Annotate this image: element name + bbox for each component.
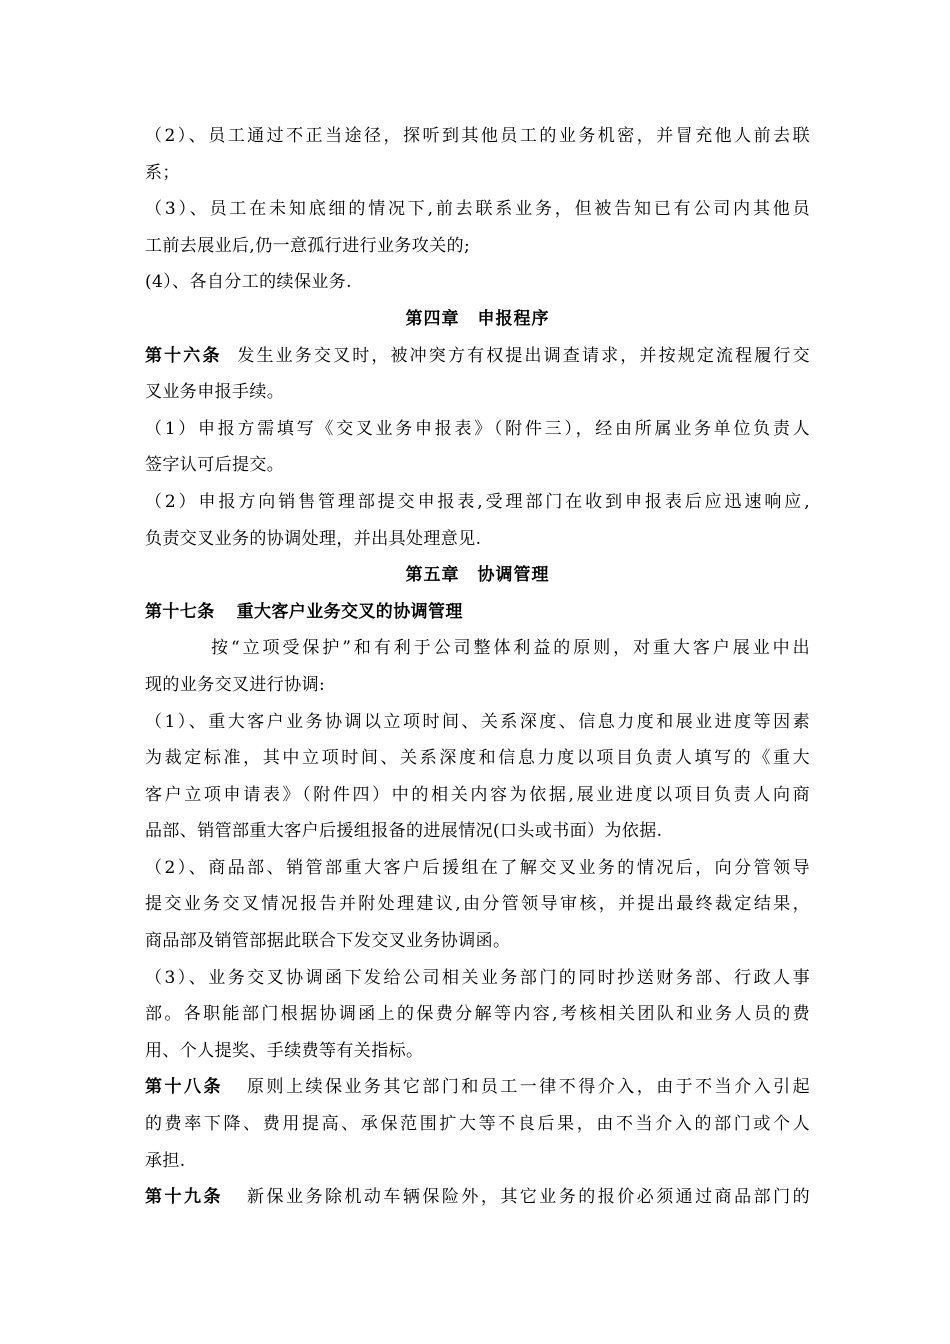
article-line <box>145 338 810 375</box>
paragraph-line: 负责交叉业务的协调处理，并出具处理意见. <box>145 528 482 549</box>
article-line <box>145 1179 810 1216</box>
paragraph-line: （2）、商品部、销管部重大客户后援组在了解交叉业务的情况后，向分管领导 <box>145 857 810 878</box>
paragraph-line: 签字认可后提交。 <box>145 455 285 476</box>
paragraph-line: 现的业务交叉进行协调: <box>145 674 326 695</box>
document-page <box>145 118 810 1216</box>
paragraph-line: 按“立项受保护”和有利于公司整体利益的原则，对重大客户展业中出 <box>211 638 810 659</box>
paragraph-line: 为裁定标准，其中立项时间、关系深度和信息力度以项目负责人填写的《重大 <box>145 748 810 769</box>
paragraph-line: 品部、销管部重大客户后援组报备的进展情况(口头或书面）为依据. <box>145 821 663 842</box>
paragraph-line: 部。各职能部门根据协调函上的保费分解等内容,考核相关团队和业务人员的费 <box>145 1004 810 1025</box>
chapter-title: 协调管理 <box>477 565 550 586</box>
article-heading <box>145 594 810 631</box>
article-line <box>145 1069 810 1106</box>
paragraph-line: 商品部及销管部据此联合下发交叉业务协调函。 <box>145 931 511 952</box>
paragraph-line: 系； <box>145 162 180 183</box>
article-text: 原则上续保业务其它部门和员工一律不得介入，由于不当介入引起 <box>244 1077 810 1098</box>
paragraph-line: 用、个人提奖、手续费等有关指标。 <box>145 1040 424 1061</box>
paragraph-line: 工前去展业后,仍一意孤行进行业务攻关的; <box>145 235 471 256</box>
paragraph-line: （1）申报方需填写《交叉业务申报表》（附件三），经由所属业务单位负责人 <box>145 418 810 439</box>
paragraph-line: (4）、各自分工的续保业务. <box>145 272 352 293</box>
chapter-heading <box>145 301 810 338</box>
article-label: 第十七条 <box>145 601 215 622</box>
chapter-title: 申报程序 <box>477 308 550 329</box>
chapter-number: 第五章 <box>405 565 460 586</box>
chapter-number: 第四章 <box>405 308 460 329</box>
paragraph-line: （3）、员工在未知底细的情况下,前去联系业务，但被告知已有公司内其他员 <box>145 199 810 220</box>
article-title: 重大客户业务交叉的协调管理 <box>236 601 463 622</box>
paragraph-line: 客户立项申请表》（附件四）中的相关内容为依据,展业进度以项目负责人向商 <box>145 784 810 805</box>
article-text: 发生业务交叉时，被冲突方有权提出调查请求，并按规定流程履行交 <box>235 345 810 366</box>
article-text: 新保业务除机动车辆保险外，其它业务的报价必须通过商品部门的 <box>244 1187 810 1208</box>
paragraph-line: 叉业务申报手续。 <box>145 382 285 403</box>
paragraph-line: （1）、重大客户业务协调以立项时间、关系深度、信息力度和展业进度等因素 <box>145 711 810 732</box>
article-label: 第十九条 <box>145 1187 223 1208</box>
chapter-heading <box>145 557 810 594</box>
paragraph-line: 承担. <box>145 1150 186 1171</box>
paragraph-line: （2）、员工通过不正当途径，探听到其他员工的业务机密，并冒充他人前去联 <box>145 126 810 146</box>
paragraph-line: 的费率下降、费用提高、承保范围扩大等不良后果，由不当介入的部门或个人 <box>145 1114 810 1135</box>
article-label: 第十六条 <box>145 345 222 366</box>
paragraph-line: 提交业务交叉情况报告并附处理建议,由分管领导审核，并提出最终裁定结果， <box>145 894 810 915</box>
paragraph-line: （2）申报方向销售管理部提交申报表,受理部门在收到申报表后应迅速响应, <box>145 491 810 512</box>
paragraph-line: （3）、业务交叉协调函下发给公司相关业务部门的同时抄送财务部、行政人事 <box>145 967 810 988</box>
article-label: 第十八条 <box>145 1077 223 1098</box>
